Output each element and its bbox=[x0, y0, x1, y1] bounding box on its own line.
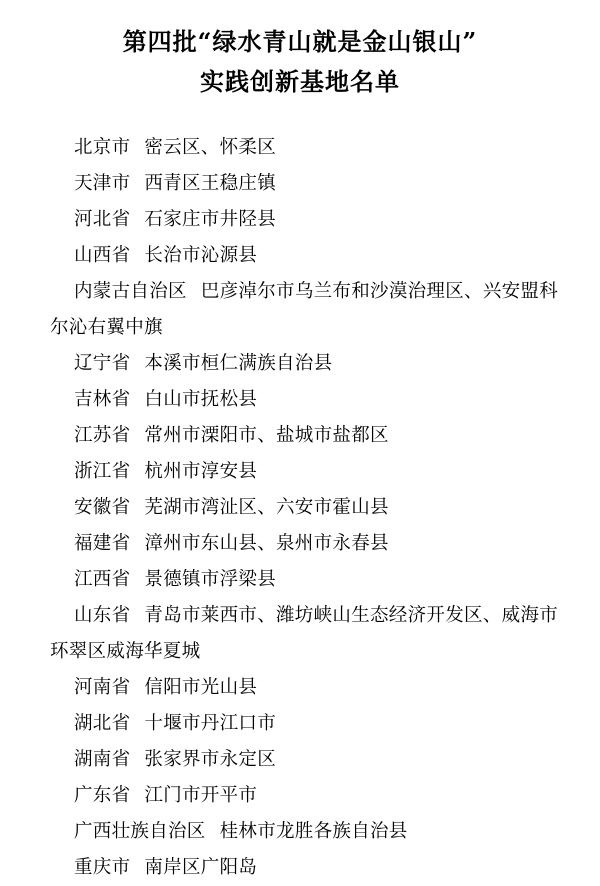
list-item bbox=[50, 526, 568, 562]
list-item-content: 常州市溧阳市、盐城市盐都区 bbox=[144, 425, 389, 446]
list-item bbox=[50, 598, 568, 670]
list-item-content: 长治市沁源县 bbox=[144, 245, 258, 266]
title-line-1: 第四批“绿水青山就是金山银山” bbox=[122, 27, 478, 56]
list-item-region: 北京市 bbox=[74, 137, 131, 158]
list-item-content: 杭州市淳安县 bbox=[144, 461, 258, 482]
list-item-region: 安徽省 bbox=[74, 497, 131, 518]
list-item bbox=[50, 382, 568, 418]
list-item bbox=[50, 670, 568, 706]
list-item-region: 浙江省 bbox=[74, 461, 131, 482]
list-item bbox=[50, 202, 568, 238]
document-title bbox=[26, 22, 574, 102]
list-item-region: 江苏省 bbox=[74, 425, 131, 446]
list-item-content: 漳州市东山县、泉州市永春县 bbox=[144, 533, 389, 554]
list-item-content: 南岸区广阳岛 bbox=[144, 857, 258, 878]
list-item bbox=[50, 562, 568, 598]
list-item bbox=[50, 274, 568, 346]
list-item-region: 广东省 bbox=[74, 785, 131, 806]
list-item-region: 天津市 bbox=[74, 173, 131, 194]
list-item-content: 江门市开平市 bbox=[144, 785, 258, 806]
list-item-region: 河南省 bbox=[74, 677, 131, 698]
base-list bbox=[26, 130, 574, 886]
list-item bbox=[50, 706, 568, 742]
list-item-content: 本溪市桓仁满族自治县 bbox=[144, 353, 333, 374]
list-item-region: 广西壮族自治区 bbox=[74, 821, 206, 842]
list-item bbox=[50, 778, 568, 814]
list-item bbox=[50, 130, 568, 166]
list-item-content: 十堰市丹江口市 bbox=[144, 713, 277, 734]
list-item-region: 湖南省 bbox=[74, 749, 131, 770]
list-item bbox=[50, 346, 568, 382]
list-item-content: 石家庄市井陉县 bbox=[144, 209, 277, 230]
list-item bbox=[50, 490, 568, 526]
title-line-2: 实践创新基地名单 bbox=[200, 67, 400, 96]
list-item-region: 河北省 bbox=[74, 209, 131, 230]
list-item-region: 山东省 bbox=[74, 605, 131, 626]
list-item bbox=[50, 238, 568, 274]
list-item-content: 巴彦淖尔市乌兰布和沙漠治理区、兴安盟科尔沁右翼中旗 bbox=[50, 281, 559, 338]
list-item-content: 西青区王稳庄镇 bbox=[144, 173, 277, 194]
list-item-content: 景德镇市浮梁县 bbox=[144, 569, 277, 590]
list-item-content: 芜湖市湾沚区、六安市霍山县 bbox=[144, 497, 389, 518]
list-item bbox=[50, 166, 568, 202]
list-item-region: 辽宁省 bbox=[74, 353, 131, 374]
list-item-content: 张家界市永定区 bbox=[144, 749, 277, 770]
list-item bbox=[50, 850, 568, 886]
list-item-content: 青岛市莱西市、潍坊峡山生态经济开发区、威海市环翠区威海华夏城 bbox=[50, 605, 559, 662]
list-item-region: 内蒙古自治区 bbox=[74, 281, 187, 302]
list-item-region: 重庆市 bbox=[74, 857, 131, 878]
list-item-content: 白山市抚松县 bbox=[144, 389, 258, 410]
list-item-content: 密云区、怀柔区 bbox=[144, 137, 277, 158]
list-item bbox=[50, 742, 568, 778]
list-item bbox=[50, 814, 568, 850]
list-item-content: 桂林市龙胜各族自治县 bbox=[219, 821, 408, 842]
list-item-region: 江西省 bbox=[74, 569, 131, 590]
list-item-region: 吉林省 bbox=[74, 389, 131, 410]
list-item bbox=[50, 418, 568, 454]
list-item-content: 信阳市光山县 bbox=[144, 677, 258, 698]
list-item bbox=[50, 454, 568, 490]
list-item-region: 福建省 bbox=[74, 533, 131, 554]
list-item-region: 湖北省 bbox=[74, 713, 131, 734]
list-item-region: 山西省 bbox=[74, 245, 131, 266]
